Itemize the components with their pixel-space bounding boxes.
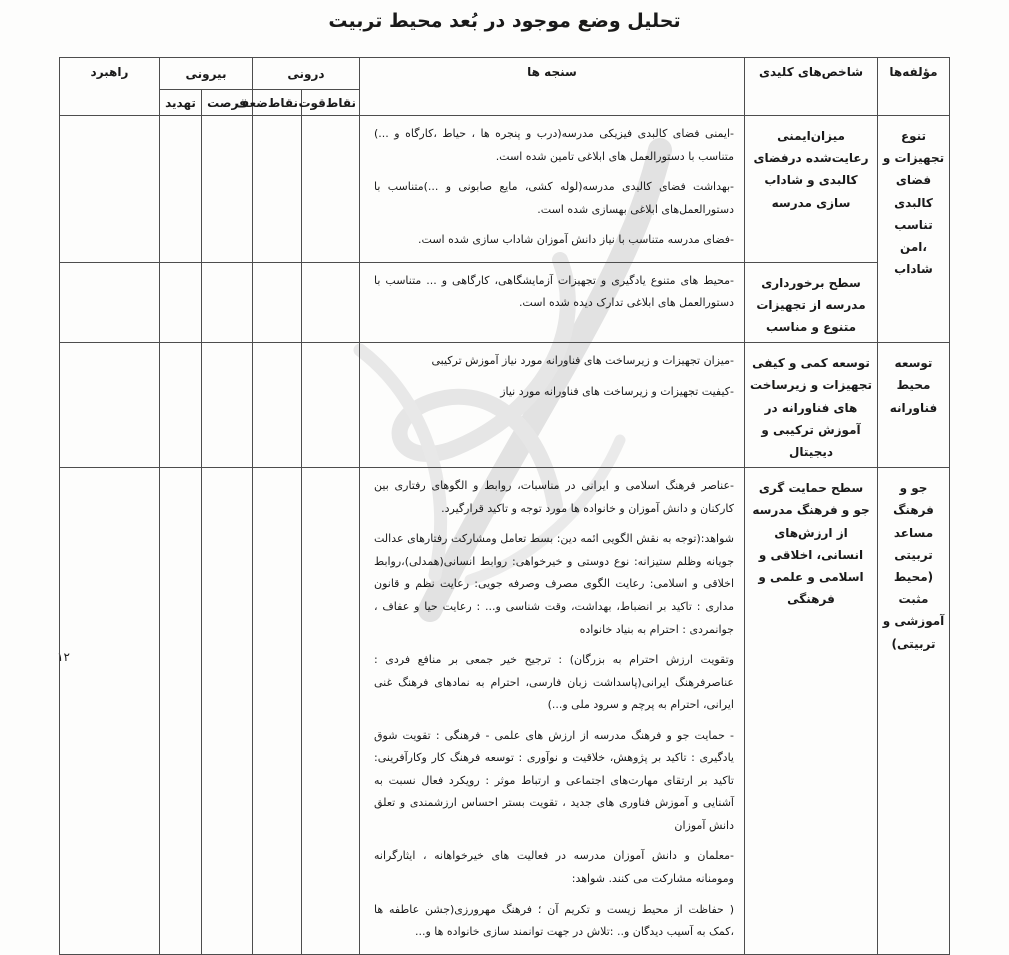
threat-cell xyxy=(159,262,201,343)
strategy-cell xyxy=(59,116,159,263)
measure-item: وتقویت ارزش احترام به بزرگان) : ترجیح خیر جمعی بر منافع فردی : عناصرفرهنگ ایرانی(پاسداشت زبان فارسی، احترام به نمادهای فرهنگ غنی ایرانی، احترام به پرچم و سرود ملی و...) xyxy=(374,653,734,712)
component-cell: توسعه محیط فناورانه xyxy=(878,343,950,468)
measures-cell xyxy=(360,116,745,263)
strategy-cell xyxy=(59,343,159,468)
threat-cell xyxy=(159,116,201,263)
col-header-measures: سنجه ها xyxy=(360,58,745,116)
indicator-cell: میزان‌ایمنی رعایت‌شده درفضای کالبدی و شاداب سازی مدرسه xyxy=(745,116,878,263)
strengths-cell xyxy=(302,116,360,263)
opportunity-cell xyxy=(201,116,252,263)
strategy-cell xyxy=(59,468,159,954)
threat-cell xyxy=(159,343,201,468)
table-row xyxy=(59,343,949,468)
measure-item: -کیفیت تجهیزات و زیرساخت های فناورانه مورد نیاز xyxy=(500,384,734,398)
measures-cell xyxy=(360,262,745,343)
threat-cell xyxy=(159,468,201,954)
col-header-weaknesses: نقاط‌ضعف xyxy=(252,90,301,116)
analysis-table xyxy=(59,57,950,955)
measure-item: -فضای مدرسه متناسب با نیاز دانش آموزان شاداب سازی شده است. xyxy=(418,233,734,247)
measure-item: -محیط های متنوع یادگیری و تجهیزات آزمایشگاهی، کارگاهی و ... متناسب با دستورالعمل های ابلاغی تدارک دیده شده است. xyxy=(374,273,734,310)
opportunity-cell xyxy=(201,343,252,468)
measure-item: -معلمان و دانش آموزان مدرسه در فعالیت های خیرخواهانه ، ایثارگرانه ومومنانه مشارکت می کنند. شواهد: xyxy=(374,849,734,885)
measure-item: ( حفاظت از محیط زیست و تکریم آن ؛ فرهنگ مهرورزی(جشن عاطفه ها ،کمک به آسیب دیدگان و.. :تلاش در جهت توانمند سازی خانواده ها و... xyxy=(374,902,734,939)
weaknesses-cell xyxy=(252,262,301,343)
col-header-internal: درونی xyxy=(252,58,359,90)
strengths-cell xyxy=(302,262,360,343)
measure-item: -ایمنی فضای کالبدی فیزیکی مدرسه(درب و پنجره ها ، حیاط ،کارگاه و ...) متناسب با دستورالعمل های ابلاغی تامین شده است. xyxy=(374,127,734,163)
strategy-cell xyxy=(59,262,159,343)
component-cell: جو و فرهنگ مساعد تربیتی (محیط مثبت آموزشی و تربیتی) xyxy=(878,468,950,954)
col-header-threat: تهدید xyxy=(159,90,201,116)
col-header-key-indicators: شاخص‌های کلیدی xyxy=(745,58,878,116)
measure-item: شواهد:(توجه به نقش الگویی ائمه دین: بسط تعامل ومشارکت رفتارهای عدالت جویانه وظلم ستیزانه: نوع دوستی و خیرخواهی: روابط انسانی(همدلی)،روابط اخلاقی و اسلامی: رعایت الگوی مصرف وصرفه جویی: رعایت نظم و قانون مداری : تاکید بر انضباط، بهداشت، وقت شناسی و... : رعایت حیا و عفاف ، جوانمردی : احترام به بنیاد خانواده xyxy=(374,532,734,636)
col-header-strategy: راهبرد xyxy=(59,58,159,116)
table-row xyxy=(59,116,949,263)
measures-cell xyxy=(360,343,745,468)
page-number: ۱۲ xyxy=(57,650,70,664)
weaknesses-cell xyxy=(252,116,301,263)
component-cell: تنوع تجهیزات و فضای کالبدی تناسب ،امن شاداب xyxy=(878,116,950,343)
strengths-cell xyxy=(302,468,360,954)
col-header-external: بیرونی xyxy=(159,58,252,90)
col-header-components: مؤلفه‌ها xyxy=(878,58,950,116)
measure-item: -عناصر فرهنگ اسلامی و ایرانی در مناسبات، روابط و الگوهای رفتاری بین کارکنان و دانش آموزان و خانواده ها مورد توجه و تاکید قرارگیرد. xyxy=(374,479,734,515)
table-row xyxy=(59,262,949,343)
page-title: تحلیل وضع موجود در بُعد محیط تربیت xyxy=(328,10,681,32)
indicator-cell: سطح حمایت گری جو و فرهنگ مدرسه از ارزش‌های انسانی، اخلاقی و اسلامی و علمی و فرهنگی xyxy=(745,468,878,954)
measure-item: -میزان تجهیزات و زیرساخت های فناورانه مورد نیاز آموزش ترکیبی xyxy=(431,354,734,368)
weaknesses-cell xyxy=(252,468,301,954)
weaknesses-cell xyxy=(252,343,301,468)
strengths-cell xyxy=(302,343,360,468)
opportunity-cell xyxy=(201,262,252,343)
col-header-strengths: نقاط‌قوت xyxy=(302,90,360,116)
indicator-cell: توسعه کمی و کیفی تجهیزات و زیرساخت های فناورانه در آموزش ترکیبی و دیجیتال xyxy=(745,343,878,468)
col-header-opportunity: فرصت xyxy=(201,90,252,116)
opportunity-cell xyxy=(201,468,252,954)
measure-item: - حمایت جو و فرهنگ مدرسه از ارزش های علمی - فرهنگی : تقویت شوق یادگیری : تاکید بر پژوهش، خلاقیت و نوآوری : توسعه فرهنگ کار وکارآفرینی: تاکید بر ارتقای مهارت‌های اجتماعی و ارتباط موثر : رویکرد فعال نسبت به آشنایی و آموزش فناوری های جدید ، تقویت بستر احساس ارزشمندی و تعلق دانش آموزان xyxy=(374,728,734,832)
indicator-cell: سطح برخورداری مدرسه از تجهیزات متنوع و مناسب xyxy=(745,262,878,343)
measure-item: -بهداشت فضای کالبدی مدرسه(لوله کشی، مایع صابونی و ...)متناسب با دستورالعمل‌های ابلاغی بهسازی شده است. xyxy=(374,180,734,216)
table-row xyxy=(59,468,949,954)
measures-cell xyxy=(360,468,745,954)
